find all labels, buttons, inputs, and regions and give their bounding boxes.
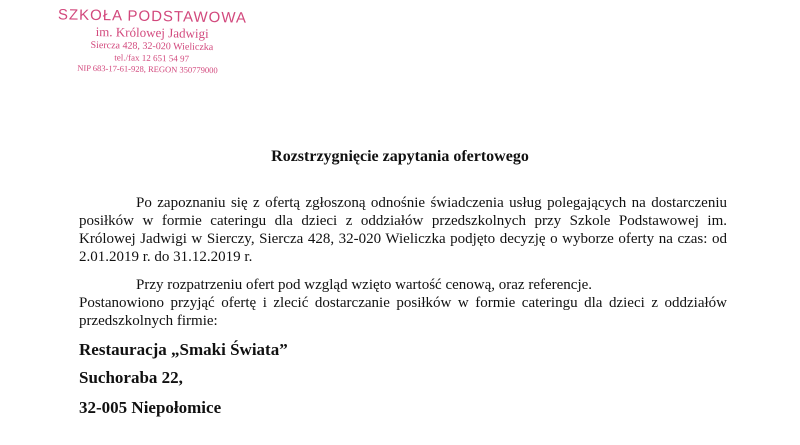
stamp-phone: tel./fax 12 651 54 97 [114, 52, 190, 64]
stamp-school-name: SZKOŁA PODSTAWOWA [57, 6, 248, 27]
company-city: 32-005 Niepołomice [79, 398, 222, 417]
company-street: Suchoraba 22, [79, 368, 183, 387]
paragraph-offer-decision: Po zapoznaniu się z ofertą zgłoszoną odnośnie świadczenia usług polegających na dostarczeniu posiłków w formie cateringu dla dzieci z oddziałów przedszkolnych przy Szkole Podstawowej im. Królowej Jadwigi w Sierczy, Siercza 428, 32-020 Wieliczka podjęto decyzję o wyborze oferty na czas: od 2.01.2019 r. do 31.12.2019 r. [79, 195, 727, 265]
stamp-patron: im. Królowej Jadwigi [95, 24, 209, 41]
stamp-tax-ids: NIP 683-17-61-928, REGON 350779000 [77, 62, 218, 76]
stamp-address: Siercza 428, 32-020 Wieliczka [90, 39, 214, 54]
school-stamp [51, 6, 252, 76]
document-title: Rozstrzygnięcie zapytania ofertowego [271, 148, 529, 165]
paragraph-criteria: Przy rozpatrzeniu ofert pod wzgląd wzięto wartość cenową, oraz referencje. [136, 277, 593, 293]
company-name: Restauracja „Smaki Świata” [79, 340, 288, 359]
paragraph-award: Postanowiono przyjąć ofertę i zlecić dostarczanie posiłków w formie cateringu dla dzieci z oddziałów przedszkolnych firmie: [79, 295, 727, 329]
